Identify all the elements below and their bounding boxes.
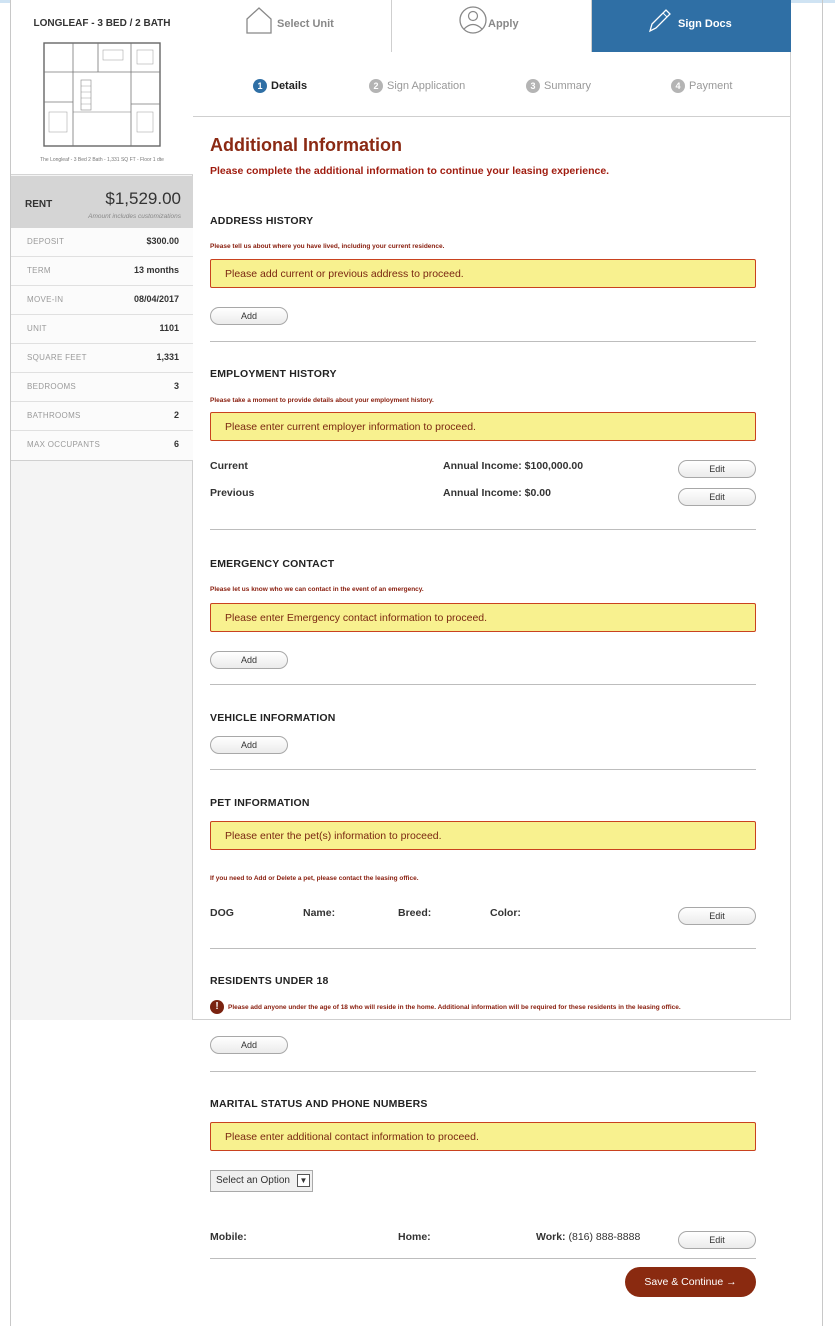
detail-value: 2	[173, 410, 179, 420]
alert-text: Please enter additional contact information to proceed.	[225, 1131, 479, 1143]
home-phone-label: Home:	[398, 1231, 431, 1243]
step-label: Summary	[544, 80, 592, 92]
step-label: Details	[271, 80, 308, 92]
pet-color-label: Color:	[490, 907, 521, 919]
detail-value: 1101	[159, 323, 179, 333]
lease-details-list	[11, 228, 193, 461]
alert-text: Please enter the pet(s) information to proceed.	[225, 830, 442, 842]
content-bottom-border	[193, 1019, 791, 1020]
rent-note: Amount includes customizations	[88, 213, 181, 220]
work-phone-value: (816) 888-8888	[568, 1231, 641, 1243]
alert-text: Please enter Emergency contact information to proceed.	[225, 612, 488, 624]
detail-value: $300.00	[146, 236, 179, 246]
pet-type: DOG	[210, 907, 234, 919]
section-divider	[210, 341, 756, 342]
application-progress-nav	[193, 0, 791, 52]
step-label: Payment	[689, 80, 733, 92]
marital-status-alert	[210, 1122, 756, 1151]
edit-previous-employment-button[interactable]: Edit	[678, 488, 756, 506]
marital-status-title: MARITAL STATUS AND PHONE NUMBERS	[210, 1098, 428, 1110]
section-divider	[210, 769, 756, 770]
emergency-contact-title: EMERGENCY CONTACT	[210, 558, 335, 570]
detail-value: 13 months	[133, 265, 179, 275]
pet-breed-label: Breed:	[398, 907, 432, 919]
employment-previous-income: Annual Income: $0.00	[443, 487, 551, 499]
rent-box	[11, 176, 193, 228]
section-divider	[210, 1258, 756, 1259]
tab-sign-docs[interactable]	[592, 0, 791, 52]
floorplan-caption: The Longleaf - 3 Bed 2 Bath - 1,331 SQ FT - Floor 1 dte	[40, 157, 164, 163]
section-divider	[210, 529, 756, 530]
section-divider	[210, 948, 756, 949]
add-address-button[interactable]: Add	[210, 307, 288, 325]
emergency-contact-hint: Please let us know who we can contact in the event of an emergency.	[210, 586, 424, 593]
pet-information-alert	[210, 821, 756, 850]
employment-history-hint: Please take a moment to provide details about your employment history.	[210, 397, 434, 404]
detail-label: TERM	[27, 266, 51, 275]
vehicle-information-title: VEHICLE INFORMATION	[210, 712, 336, 724]
step-number: 2	[369, 79, 383, 93]
person-icon	[458, 5, 488, 35]
select-value: Select an Option	[216, 1175, 290, 1186]
section-divider	[210, 1071, 756, 1072]
save-and-continue-button[interactable]: Save & Continue →	[625, 1267, 756, 1297]
unit-summary-sidebar	[11, 0, 193, 1020]
step-number: 1	[253, 79, 267, 93]
work-phone-label: Work:	[536, 1231, 566, 1243]
pet-information-title: PET INFORMATION	[210, 797, 310, 809]
step-number: 3	[526, 79, 540, 93]
detail-row-bathrooms	[11, 402, 193, 431]
tab-label: Select Unit	[277, 18, 334, 30]
emergency-contact-alert	[210, 603, 756, 632]
detail-value: 6	[173, 439, 179, 449]
detail-label: MAX OCCUPANTS	[27, 440, 101, 449]
detail-label: UNIT	[27, 324, 47, 333]
detail-row-square-feet	[11, 344, 193, 373]
sub-steps-nav	[193, 53, 791, 117]
detail-value: 1,331	[156, 352, 179, 362]
rent-value: $1,529.00	[105, 189, 181, 208]
house-icon	[245, 5, 273, 35]
content-right-border	[790, 52, 791, 1020]
detail-label: BEDROOMS	[27, 382, 77, 391]
tab-label: Sign Docs	[678, 18, 732, 30]
employment-history-title: EMPLOYMENT HISTORY	[210, 368, 337, 380]
add-resident-button[interactable]: Add	[210, 1036, 288, 1054]
edit-pet-button[interactable]: Edit	[678, 907, 756, 925]
residents-under-18-hint: Please add anyone under the age of 18 who will reside in the home. Additional information will be required for these residents in the leasing office.	[228, 1004, 681, 1011]
employment-current-income: Annual Income: $100,000.00	[443, 460, 584, 472]
add-vehicle-button[interactable]: Add	[210, 736, 288, 754]
detail-row-move-in	[11, 286, 193, 315]
detail-row-term	[11, 257, 193, 286]
edit-phone-button[interactable]: Edit	[678, 1231, 756, 1249]
page-title: Additional Information	[210, 135, 402, 155]
edit-current-employment-button[interactable]: Edit	[678, 460, 756, 478]
chevron-down-icon[interactable]: ▼	[297, 1174, 310, 1187]
address-history-title: ADDRESS HISTORY	[210, 215, 314, 227]
detail-value: 3	[173, 381, 179, 391]
address-history-alert	[210, 259, 756, 288]
detail-label: DEPOSIT	[27, 237, 65, 246]
residents-under-18-title: RESIDENTS UNDER 18	[210, 975, 329, 987]
page-subtitle: Please complete the additional information to continue your leasing experience.	[210, 165, 610, 177]
section-divider	[210, 684, 756, 685]
alert-text: Please add current or previous address to proceed.	[225, 268, 464, 280]
detail-label: BATHROOMS	[27, 411, 81, 420]
detail-row-max-occupants	[11, 431, 193, 460]
detail-row-bedrooms	[11, 373, 193, 402]
warning-icon: !	[210, 1000, 224, 1014]
step-label: Sign Application	[387, 80, 466, 92]
alert-text: Please enter current employer information to proceed.	[225, 421, 476, 433]
tab-select-unit[interactable]	[193, 0, 392, 52]
address-history-hint: Please tell us about where you have lived, including your current residence.	[210, 243, 445, 250]
work-phone	[536, 1231, 640, 1243]
rent-label: RENT	[25, 199, 53, 210]
marital-status-select[interactable]	[210, 1170, 313, 1192]
detail-value: 08/04/2017	[133, 294, 179, 304]
tab-apply[interactable]	[392, 0, 592, 52]
employment-previous-label: Previous	[210, 487, 255, 499]
unit-title: LONGLEAF - 3 BED / 2 BATH	[33, 18, 171, 29]
mobile-phone-label: Mobile:	[210, 1231, 247, 1243]
employment-current-label: Current	[210, 460, 248, 472]
pet-information-hint: If you need to Add or Delete a pet, please contact the leasing office.	[210, 875, 419, 882]
right-frame-border	[822, 0, 823, 1326]
detail-label: MOVE-IN	[27, 295, 64, 304]
detail-label: SQUARE FEET	[27, 353, 87, 362]
pet-name-label: Name:	[303, 907, 336, 919]
add-emergency-contact-button[interactable]: Add	[210, 651, 288, 669]
pen-icon	[646, 5, 672, 35]
tab-label: Apply	[488, 18, 519, 30]
floorplan-image	[43, 42, 161, 147]
detail-row-deposit	[11, 228, 193, 257]
step-number: 4	[671, 79, 685, 93]
detail-row-unit	[11, 315, 193, 344]
unit-card	[11, 0, 193, 175]
employment-history-alert	[210, 412, 756, 441]
